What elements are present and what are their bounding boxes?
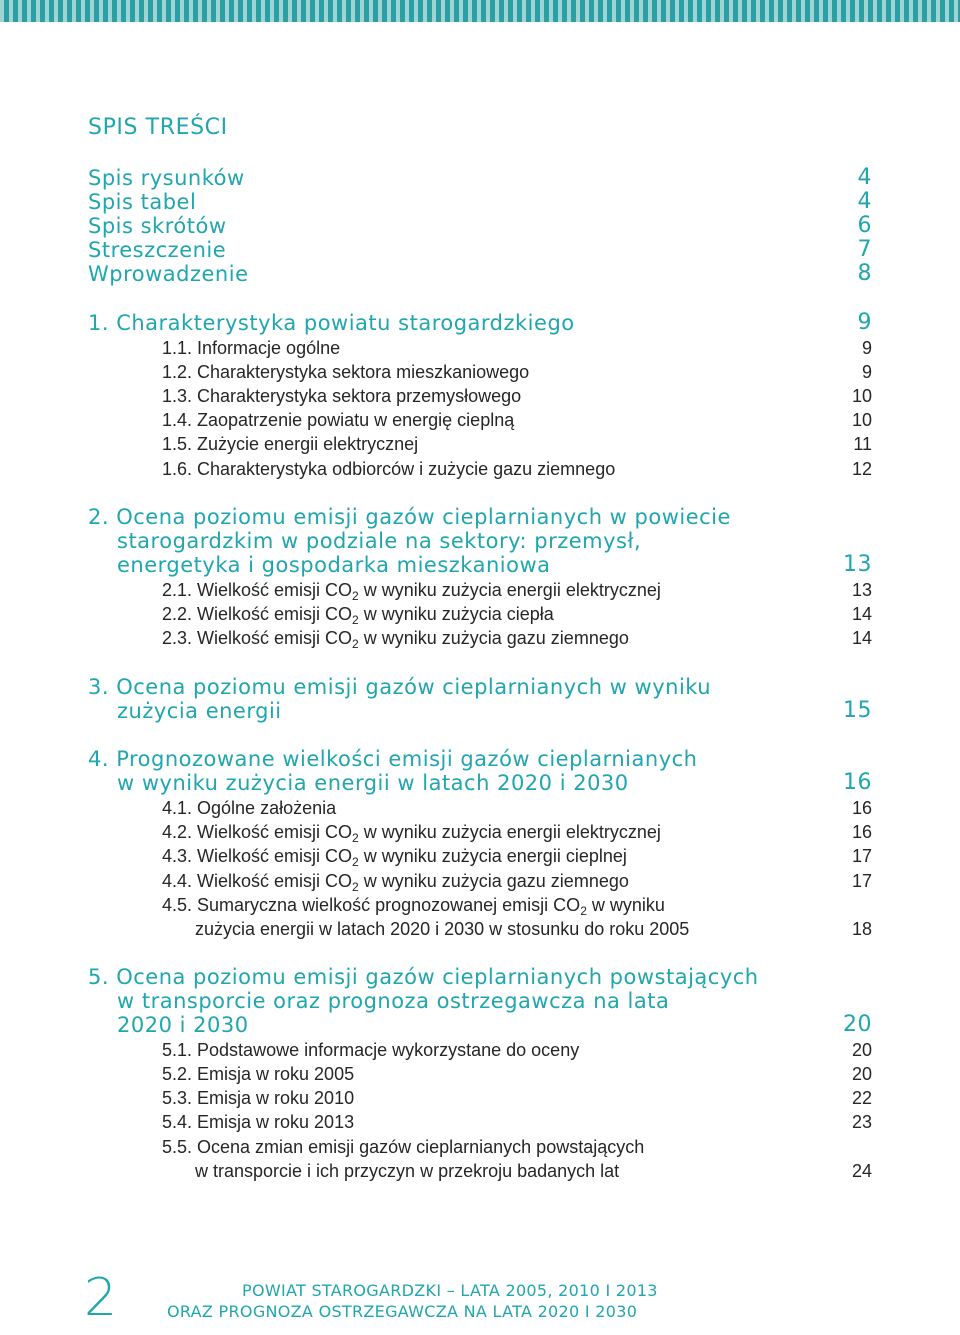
subentry-label: 1.4. Zaopatrzenie powiatu w energię cieplną (162, 410, 515, 430)
chapter-title: 4. Prognozowane wielkości emisji gazów cieplarnianych (88, 747, 698, 771)
chapter-title: w transporcie oraz prognoza ostrzegawcza na lata (117, 989, 670, 1013)
toc-entry-page: 7 (857, 237, 872, 262)
toc-entry-page: 6 (857, 213, 872, 238)
toc-entry-label: Spis skrótów (88, 214, 227, 238)
subentry-label: 2.1. Wielkość emisji $CO_2$ w wyniku zużycia energii elektrycznej (162, 580, 661, 603)
subentry-label: 1.5. Zużycie energii elektrycznej (162, 434, 419, 454)
chapter-title: 2. Ocena poziomu emisji gazów cieplarnianych w powiecie (88, 505, 731, 529)
footer-line-1: POWIAT STAROGARDZKI – LATA 2005, 2010 I 2013 (242, 1281, 658, 1300)
subentry-page: 9 (861, 362, 872, 382)
subentry-page: 14 (851, 604, 872, 624)
subentry-label: 4.5. Sumaryczna wielkość prognozowanej emisji $CO_2$ w wyniku (162, 895, 665, 918)
chapter-title: 3. Ocena poziomu emisji gazów cieplarnianych w wyniku (88, 675, 712, 699)
chapter-page: 20 (843, 1012, 872, 1037)
subentry-label: 1.6. Charakterystyka odbiorców i zużycie gazu ziemnego (162, 459, 616, 479)
chapter-title: w wyniku zużycia energii w latach 2020 i 2030 (117, 771, 629, 795)
subentry-label: 5.4. Emisja w roku 2013 (162, 1112, 355, 1132)
chapter-title: 5. Ocena poziomu emisji gazów cieplarnianych powstających (88, 965, 759, 989)
top-decorative-band (0, 0, 960, 22)
subentry-page: 23 (851, 1112, 872, 1132)
subentry-page: 20 (851, 1040, 872, 1060)
subentry-page: 10 (851, 386, 872, 406)
subentry-label: zużycia energii w latach 2020 i 2030 w stosunku do roku 2005 (195, 919, 690, 939)
subentry-page: 17 (851, 846, 872, 866)
subentry-label: 4.3. Wielkość emisji $CO_2$ w wyniku zużycia energii cieplnej (162, 846, 627, 869)
subentry-page: 14 (851, 628, 872, 648)
toc-entry-label: Wprowadzenie (88, 262, 249, 286)
subentry-page: 16 (851, 798, 872, 818)
toc-title-text: SPIS TREŚCI (88, 115, 228, 140)
toc-entry-page: 4 (857, 165, 872, 190)
chapter-title: 1. Charakterystyka powiatu starogardzkiego (88, 311, 575, 335)
chapter-page: 15 (843, 698, 872, 723)
subentry-label: 4.4. Wielkość emisji $CO_2$ w wyniku zużycia gazu ziemnego (162, 871, 629, 894)
subentry-page: 13 (851, 580, 872, 600)
chapter-page: 16 (843, 770, 872, 795)
subentry-page: 18 (851, 919, 872, 939)
subentry-label: 5.2. Emisja w roku 2005 (162, 1064, 355, 1084)
footer-line-2: ORAZ PROGNOZA OSTRZEGAWCZA NA LATA 2020 I 2030 (167, 1302, 638, 1321)
footer-page-number: 2 (84, 1268, 118, 1328)
subentry-label: 1.1. Informacje ogólne (162, 338, 341, 358)
chapter-title: energetyka i gospodarka mieszkaniowa (117, 553, 551, 577)
subentry-page: 20 (851, 1064, 872, 1084)
subentry-label: 4.1. Ogólne założenia (162, 798, 337, 818)
subentry-label: w transporcie i ich przyczyn w przekroju badanych lat (195, 1161, 620, 1181)
chapter-title: starogardzkim w podziale na sektory: przemysł, (117, 529, 642, 553)
subentry-page: 24 (851, 1161, 872, 1181)
subentry-label: 2.3. Wielkość emisji $CO_2$ w wyniku zużycia gazu ziemnego (162, 628, 629, 651)
subentry-label: 1.2. Charakterystyka sektora mieszkaniowego (162, 362, 530, 382)
subentry-page: 12 (851, 459, 872, 479)
chapter-page: 9 (857, 310, 872, 335)
subentry-page: 9 (861, 338, 872, 358)
chapter-title: 2020 i 2030 (117, 1013, 249, 1037)
subentry-page: 11 (853, 434, 872, 454)
chapter-page: 13 (843, 552, 872, 577)
toc-entry-label: Spis rysunków (88, 166, 245, 190)
subentry-label: 5.1. Podstawowe informacje wykorzystane do oceny (162, 1040, 580, 1060)
toc-entry-page: 8 (857, 261, 872, 286)
subentry-page: 16 (851, 822, 872, 842)
toc-entry-page: 4 (857, 189, 872, 214)
subentry-page: 17 (851, 871, 872, 891)
toc-entry-label: Streszczenie (88, 238, 227, 262)
subentry-label: 1.3. Charakterystyka sektora przemysłowego (162, 386, 522, 406)
subentry-label: 2.2. Wielkość emisji $CO_2$ w wyniku zużycia ciepła (162, 604, 554, 627)
chapter-title: zużycia energii (117, 699, 282, 723)
toc-entry-label: Spis tabel (88, 190, 197, 214)
subentry-page: 10 (851, 410, 872, 430)
subentry-label: 5.3. Emisja w roku 2010 (162, 1088, 355, 1108)
subentry-page: 22 (851, 1088, 872, 1108)
subentry-label: 5.5. Ocena zmian emisji gazów cieplarnianych powstających (162, 1137, 645, 1157)
subentry-label: 4.2. Wielkość emisji $CO_2$ w wyniku zużycia energii elektrycznej (162, 822, 661, 845)
